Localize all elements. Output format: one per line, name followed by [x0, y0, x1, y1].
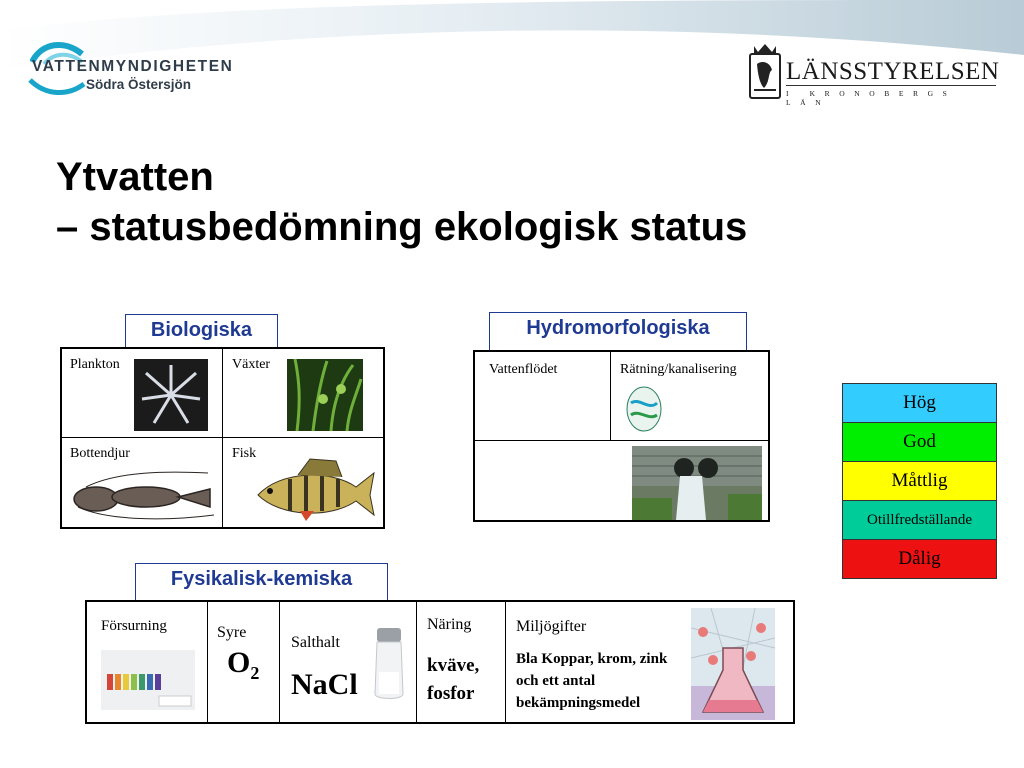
- hydromorfologiska-grid: [473, 350, 770, 522]
- fys-divider-2: [279, 602, 280, 722]
- forsurning-label: Försurning: [101, 618, 167, 634]
- lansstyrelsen-logo: [748, 42, 1000, 107]
- biologiska-grid: [60, 347, 385, 529]
- hydro-divider-v: [610, 352, 611, 440]
- title-line-2: – statusbedömning ekologisk status: [56, 205, 748, 249]
- culvert-image: [632, 446, 762, 520]
- salthalt-label: Salthalt: [291, 634, 340, 651]
- hydromorfologiska-label: Hydromorfologiska: [489, 312, 747, 352]
- fisk-label: Fisk: [232, 446, 257, 461]
- biologiska-label: Biologiska: [125, 314, 278, 352]
- plankton-image: [134, 359, 208, 431]
- fysikalisk-label: Fysikalisk-kemiska: [135, 563, 388, 603]
- legend-god: God: [842, 422, 997, 462]
- perch-image: [250, 457, 376, 523]
- vaxter-image: [287, 359, 363, 431]
- legend-hog: Hög: [842, 383, 997, 423]
- fysikalisk-grid: [85, 600, 795, 724]
- vattenflodet-label: Vattenflödet: [489, 362, 558, 377]
- slide-title: [56, 152, 747, 252]
- logo-name: LÄNSSTYRELSEN: [786, 58, 1000, 85]
- bottendjur-label: Bottendjur: [70, 446, 130, 461]
- logo-rule: [786, 85, 996, 86]
- plankton-label: Plankton: [70, 357, 120, 372]
- logo-text-top: VATTENMYNDIGHETEN: [32, 58, 234, 75]
- fys-divider-1: [207, 602, 208, 722]
- legend-otillfredstallande: Otillfredställande: [842, 500, 997, 540]
- status-legend: [842, 383, 997, 579]
- nacl-formula: NaCl: [291, 668, 358, 701]
- ph-strip-image: [101, 650, 195, 710]
- logo-subtitle: I KRONOBERGS LÄN: [786, 89, 957, 107]
- fys-divider-3: [416, 602, 417, 722]
- hydro-divider-h: [475, 440, 768, 441]
- salt-shaker-image: [373, 628, 405, 702]
- vaxter-label: Växter: [232, 357, 271, 372]
- naring-value: kväve, fosfor: [427, 655, 480, 704]
- bio-divider-h: [62, 437, 383, 438]
- syre-label: Syre: [217, 624, 247, 641]
- naring-label: Näring: [427, 616, 472, 633]
- o2-sub: 2: [250, 663, 260, 683]
- legend-dalig: Dålig: [842, 539, 997, 579]
- water-drop-image: [625, 385, 663, 433]
- title-line-1: Ytvatten: [56, 155, 214, 199]
- o2-main: O: [227, 646, 251, 679]
- o2-formula: [227, 646, 259, 684]
- logo-text-bottom: Södra Östersjön: [86, 77, 192, 92]
- vattenmyndigheten-logo: [28, 40, 243, 102]
- miljogifter-label: Miljögifter: [516, 618, 587, 635]
- bio-divider-v: [222, 349, 223, 527]
- ratning-label: Rätning/kanalisering: [620, 362, 737, 377]
- coat-of-arms-icon: [748, 42, 782, 100]
- flask-image: [691, 608, 775, 720]
- miljogifter-value: Bla Koppar, krom, zink och ett antal bekämpningsmedel: [516, 651, 668, 711]
- wave-accent-icon: [28, 76, 88, 98]
- crayfish-image: [68, 467, 216, 523]
- legend-mattlig: Måttlig: [842, 461, 997, 501]
